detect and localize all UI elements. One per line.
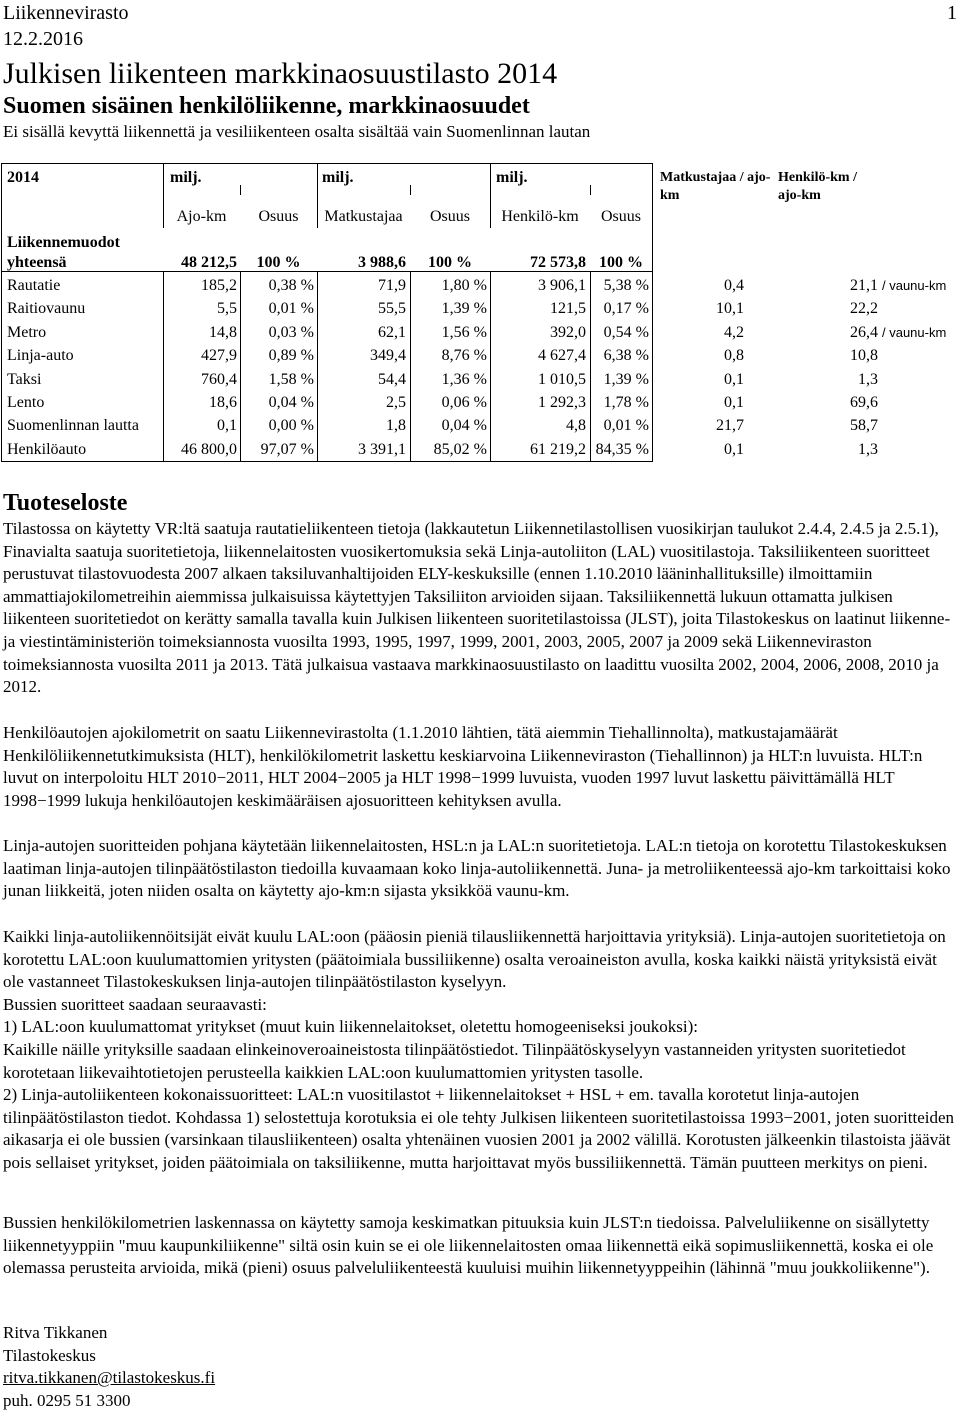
table-cell: 0,1 <box>724 370 744 388</box>
total-label: yhteensä <box>7 254 67 271</box>
unit-suffix: / vaunu-km <box>882 278 947 293</box>
table-cell: 185,2 <box>201 277 237 294</box>
paragraph <box>3 518 958 699</box>
table-cell: 1,78 % <box>603 394 649 411</box>
paragraph-text: Kaikki linja-autoliikennöitsijät eivät kuulu LAL:oon (pääosin pieniä tilausliikennettä harjoittavia yrityksiä). Linja-autojen suoritetietoja on korotettu LAL:oon kuulumattomien yritysten (päätoimiala bussiliikenne) osalta veroaineiston avulla, koska kaikki näistä yrityksistä eivät ole vastanneet Tilastokeskuksen linja-autojen tilinpäätöstilaston kyselyyn. <box>3 927 946 992</box>
table-year: 2014 <box>7 169 39 186</box>
total-value: 48 212,5 <box>181 254 237 271</box>
row-label: Rautatie <box>7 277 61 294</box>
table-cell: 18,6 <box>209 394 237 411</box>
table-cell: 1 292,3 <box>538 394 586 411</box>
table-cell: 4 627,4 <box>538 347 586 365</box>
table-cell: 427,9 <box>201 347 237 365</box>
table-cell: 21,1 <box>850 277 878 294</box>
table-cell: 21,7 <box>716 417 744 435</box>
table-cell: 3 391,1 <box>358 440 406 458</box>
table-cell: 1,56 % <box>441 323 487 341</box>
paragraph-text: Kaikille näille yrityksille saadaan elinkeinoveroaineistosta tilinpäätöstiedot. Tilinpäätöskyselyyn vastanneiden yritysten suoritetiedot korotetaan liikevaihtotietojen perusteella kaikkien LAL:oon kuulumattomien yritysten tasolle. <box>3 1039 906 1082</box>
table-cell: 1,58 % <box>268 370 314 388</box>
author-email-link[interactable]: ritva.tikkanen@tilastokeskus.fi <box>3 1368 216 1388</box>
table-cell: 10,8 <box>850 347 878 365</box>
paragraph-text: Tilastossa on käytetty VR:ltä saatuja rautatieliikenteen tietoja (lakkautetun Liikennetilastollisen vuosikirjan taulukot 2.4.4, 2.4.5 ja 2.5.1), Finavialta saatuja suoritetietoja, liikennelaitosten vuosikertomuksia sekä Linja-autoliiton (LAL) vuositilastoja. Taksiliikenteen suoritteet perustuvat tilastovuodesta 2007 alkaen taksiluvanhaltijoiden ELY-keskuksille (ennen 1.10.2010 lääninhallituksille) ilmoittamiin ammattiajokilometreihin aiemmissa julkaisuissa käytettyjen Taksiliiton arvioiden sijaan. Taksiliikennettä lukuun ottamatta julkisen liikenteen suoritetiedot on kerätty samalla tavalla kuin Julkisen liikenteen suoritetilastoissa (JLST), joita Tilastokeskus on laatinut liikenne- ja viestintäministeriön toimeksiannosta vuosilta 1993, 1995, 1997, 1999, 2001, 2003, 2005, 2007 ja 2009 sekä Liikenneviraston toimeksiannosta vuosilta 2011 ja 2013. Tätä julkaisua vastaava markkinaosuustilasto on laadittu vuosilta 2002, 2004, 2006, 2008, 2010 ja 2012. <box>3 519 951 697</box>
document-date: 12.2.2016 <box>3 28 83 50</box>
total-value: 100 % <box>599 254 643 271</box>
table-cell: 84,35 % <box>595 440 649 458</box>
author-organization: Tilastokeskus <box>3 1345 96 1365</box>
unit-suffix: / vaunu-km <box>882 324 947 340</box>
row-label: Lento <box>7 394 45 411</box>
table-cell: 1,3 <box>858 370 878 388</box>
table-cell: 2,5 <box>386 394 406 411</box>
table-cell: 10,1 <box>716 300 744 318</box>
page-number: 1 <box>947 2 957 24</box>
table-cell: 26,4 <box>850 323 878 341</box>
paragraph-text: Linja-autojen suoritteiden pohjana käytetään liikennelaitosten, HSL:n ja LAL:n suoritetietoja. LAL:n tietoja on korotettu Tilastokeskuksen laatiman linja-autojen tilinpäätöstilaston tiedoilla kuvaamaan koko linja-autoliikennettä. Juna- ja metroliikenteessä ajo-km tarkoittaisi koko junan liikkeitä, joten niiden osalta on käytetty ajo-km:n sijasta yksikköä vaunu-km. <box>3 836 951 901</box>
ratio-header-passengers: Matkustajaa / ajo-km <box>660 170 771 203</box>
table-divider <box>590 185 591 195</box>
column-header-henkilo-km: Henkilö-km <box>501 208 579 225</box>
table-cell: 0,01 % <box>603 417 649 435</box>
column-header-osuus: Osuus <box>600 208 641 225</box>
paragraph-text: Henkilöautojen ajokilometrit on saatu Liikennevirastolta (1.1.2010 lähtien, tätä aiemmin Tiehallinnolta), matkustajamäärät Henkilöliikennetutkimuksista (HLT), henkilökilometrit laskettu keskiarvoina Liikenneviraston (Tiehallinnon) ja HLT:n luvuista. HLT:n luvut on interpoloitu HLT 2010−2011, HLT 2004−2005 ja HLT 1998−1999 luvuista, vuoden 1997 luvut laskettu päivittämällä HLT 1998−1999 lukuja henkilöautojen keskimääräisen ajosuoritteen kehityksen avulla. <box>3 723 923 810</box>
table-cell: 0,54 % <box>603 323 649 341</box>
table-cell: 0,17 % <box>603 300 649 318</box>
table-cell: 349,4 <box>370 347 406 365</box>
table-cell: 0,04 % <box>441 417 487 435</box>
paragraph-text: Bussien henkilökilometrien laskennassa on käytetty samoja keskimatkan pituuksia kuin JLST:n tiedoissa. Palveluliikenne on sisällytetty liikennetyyppiin "muu kaupunkiliikenne" siltä osin kuin se ei ole liikennelaitosten omaa liikennettä eikä sopimusliikennettä, koska ei ole olemassa perusteita arvioida, mikä (pieni) osuus palveluliikenteestä kuuluisi muihin liikennetyyppeihin (lähinnä "muu joukkoliikenne"). <box>3 1213 934 1278</box>
paragraph <box>3 722 958 812</box>
table-cell: 1,36 % <box>441 370 487 388</box>
table-divider <box>410 185 411 195</box>
document-subtitle: Suomen sisäinen henkilöliikenne, markkinaosuudet <box>3 93 530 119</box>
table-cell: 1,39 % <box>441 300 487 318</box>
row-label: Henkilöauto <box>7 440 87 458</box>
unit-label: milj. <box>170 169 202 186</box>
document-title: Julkisen liikenteen markkinaosuustilasto 2014 <box>3 57 558 90</box>
table-cell: 97,07 % <box>260 440 314 458</box>
paragraph-text: Bussien suoritteet saadaan seuraavasti: <box>3 994 267 1014</box>
row-label: Linja-auto <box>7 347 74 365</box>
table-cell: 0,4 <box>724 277 744 294</box>
table-cell: 1,8 <box>386 417 406 435</box>
table-cell: 5,38 % <box>603 277 649 294</box>
table-cell: 4,2 <box>724 323 744 341</box>
table-cell: 0,1 <box>724 394 744 411</box>
table-cell: 392,0 <box>550 323 586 341</box>
table-cell: 1,3 <box>858 440 878 458</box>
paragraph-text: 1) LAL:oon kuulumattomat yritykset (muut kuin liikennelaitokset, oletettu homogeeniseksi joukoksi): <box>3 1017 699 1037</box>
table-cell: 760,4 <box>201 370 237 388</box>
row-label: Suomenlinnan lautta <box>7 417 139 435</box>
table-cell: 0,8 <box>724 347 744 365</box>
table-cell: 6,38 % <box>603 347 649 365</box>
column-header-matkustajaa: Matkustajaa <box>324 208 403 225</box>
section-label: Liikennemuodot <box>7 234 120 251</box>
column-header-ajo-km: Ajo-km <box>176 208 227 225</box>
table-cell: 1,39 % <box>603 370 649 388</box>
paragraph-text: 2) Linja-autoliikenteen kokonaissuoritteet: LAL:n vuositilastot + liikennelaitokset + HSL + em. tavalla korotetut linja-autojen tilinpäätöstilaston tiedot. Kohdassa 1) selostettuja korotuksia ei ole tehty Julkisen liikenteen suoritetilastoissa 1993−2001, joten suoritteiden aikasarja ei ole bussien (varsinkaan tilausliikenteen) osalta yhtenäinen vuosien 2001 ja 2002 välillä. Korotusten jälkeenkin tilastoista jäävät pois sellaiset yritykset, joiden päätoimiala on taksiliikenne, mutta harjoittavat myös bussiliikennettä. Tämän puutteen merkitys on pieni. <box>3 1085 955 1172</box>
row-label: Metro <box>7 323 47 341</box>
ratio-header-passenger-km: Henkilö-km / ajo-km <box>778 170 857 203</box>
author-phone: puh. 0295 51 3300 <box>3 1390 131 1410</box>
table-cell: 0,38 % <box>268 277 314 294</box>
table-cell: 46 800,0 <box>181 440 237 458</box>
total-value: 72 573,8 <box>530 254 586 271</box>
table-cell: 22,2 <box>850 300 878 318</box>
scope-note: Ei sisällä kevyttä liikennettä ja vesiliikenteen osalta sisältää vain Suomenlinnan lautan <box>3 122 591 141</box>
signature-block <box>3 1322 215 1412</box>
table-cell: 0,89 % <box>268 347 314 365</box>
table-cell: 54,4 <box>378 370 406 388</box>
table-cell: 69,6 <box>850 394 878 411</box>
unit-label: milj. <box>496 169 528 186</box>
table-cell: 61 219,2 <box>530 440 586 458</box>
row-label: Raitiovaunu <box>7 300 86 318</box>
table-cell: 0,03 % <box>268 323 314 341</box>
table-cell: 62,1 <box>378 323 406 341</box>
market-share-table <box>0 163 960 463</box>
row-label: Taksi <box>7 370 42 388</box>
table-cell: 8,76 % <box>441 347 487 365</box>
author-name: Ritva Tikkanen <box>3 1323 108 1342</box>
table-cell: 0,00 % <box>268 417 314 435</box>
table-cell: 55,5 <box>378 300 406 318</box>
table-cell: 0,04 % <box>268 394 314 411</box>
organization-name: Liikennevirasto <box>3 2 129 24</box>
column-header-osuus: Osuus <box>258 208 299 225</box>
section-title: Tuoteseloste <box>3 490 128 516</box>
table-cell: 0,1 <box>724 440 744 458</box>
paragraph <box>3 926 958 1175</box>
total-value: 3 988,6 <box>358 254 406 271</box>
table-cell: 85,02 % <box>433 440 487 458</box>
table-cell: 0,1 <box>217 417 237 435</box>
table-cell: 3 906,1 <box>538 277 586 294</box>
table-cell: 5,5 <box>217 300 237 318</box>
table-cell: 1 010,5 <box>538 370 586 388</box>
table-cell: 58,7 <box>850 417 878 435</box>
paragraph <box>3 835 958 903</box>
paragraph <box>3 1212 958 1280</box>
table-divider <box>240 185 241 195</box>
total-value: 100 % <box>428 254 472 271</box>
column-header-osuus: Osuus <box>429 208 470 225</box>
table-cell: 1,80 % <box>441 277 487 294</box>
table-cell: 4,8 <box>566 417 586 435</box>
unit-label: milj. <box>322 169 354 186</box>
table-cell: 121,5 <box>550 300 586 318</box>
table-cell: 14,8 <box>209 323 237 341</box>
table-cell: 71,9 <box>378 277 406 294</box>
total-value: 100 % <box>256 254 301 271</box>
table-cell: 0,06 % <box>441 394 487 411</box>
table-cell: 0,01 % <box>268 300 314 318</box>
